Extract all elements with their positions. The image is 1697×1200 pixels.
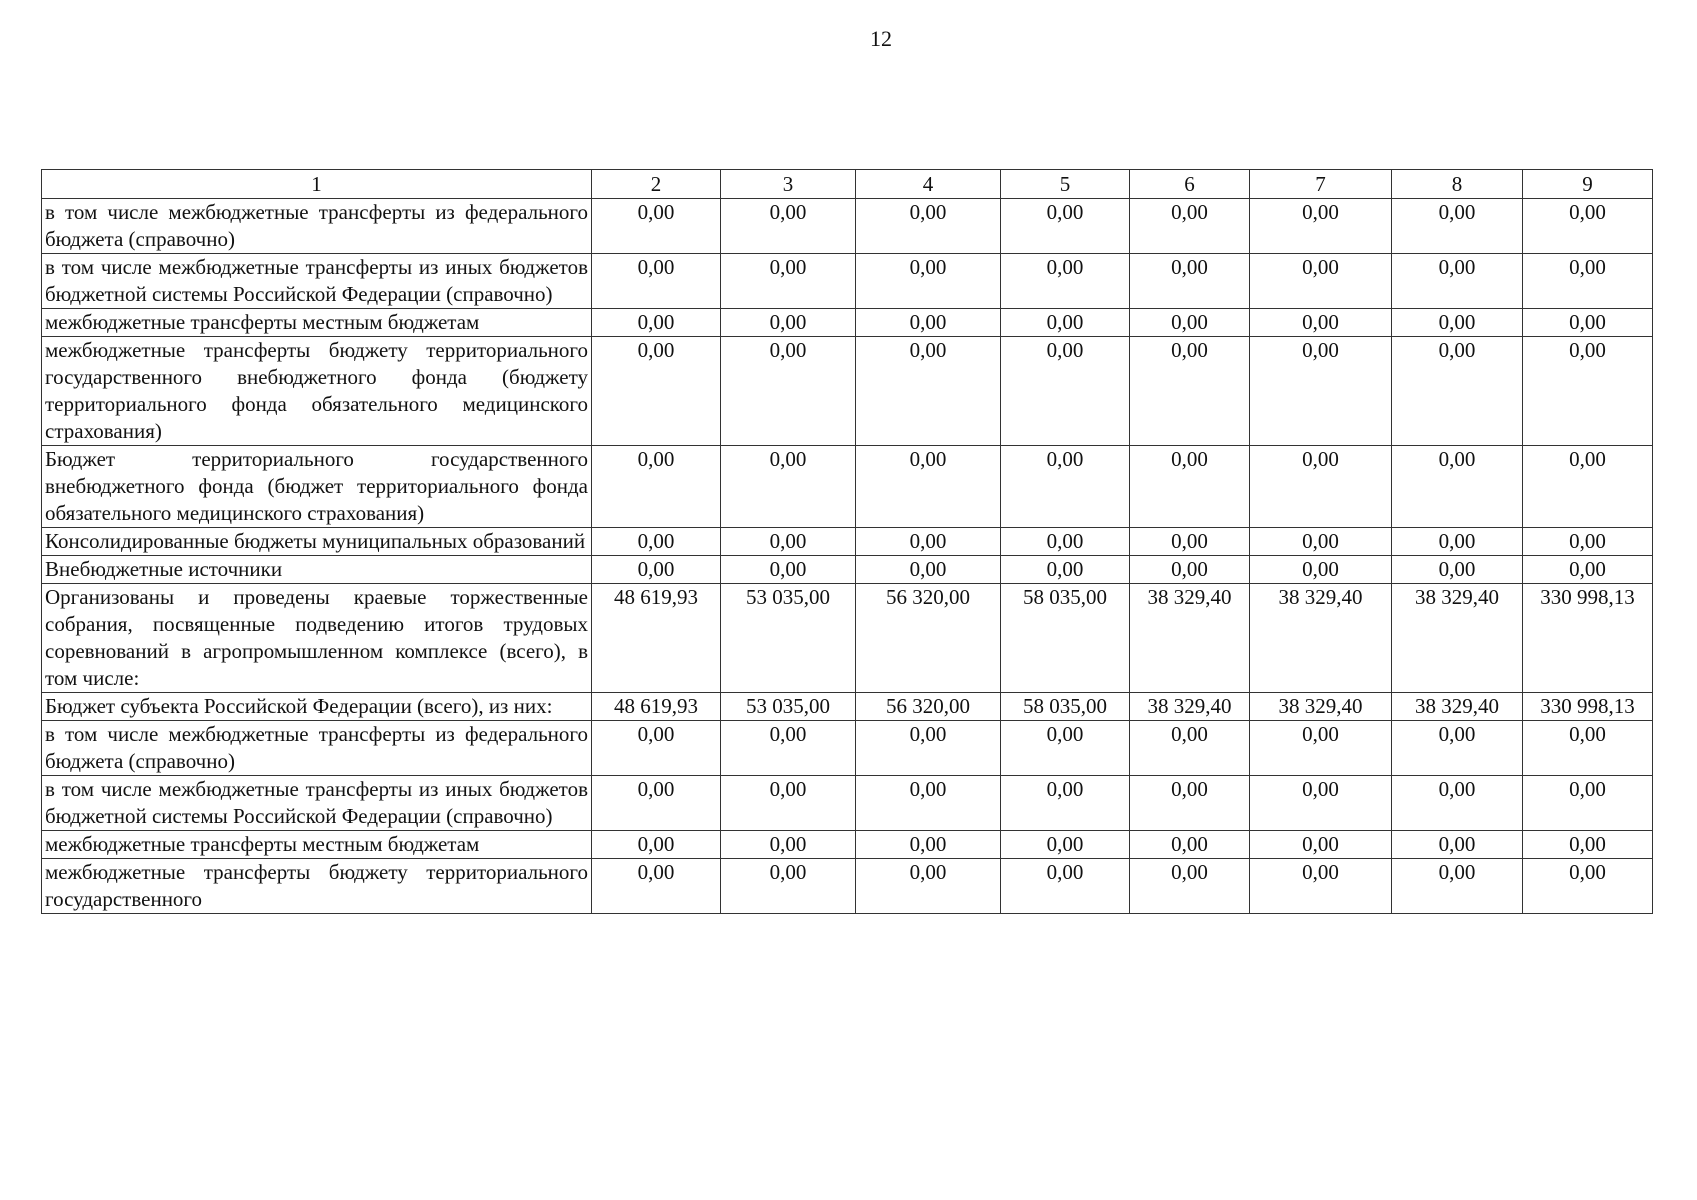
cell-value-col-3: 0,00	[721, 831, 856, 859]
cell-value-col-3: 0,00	[721, 254, 856, 309]
row-label: Организованы и проведены краевые торжественные собрания, посвященные подведению итогов трудовых соревнований в агропромышленном комплексе (всего), в том числе:	[42, 584, 592, 693]
column-header-6: 6	[1130, 170, 1250, 199]
cell-value-col-7: 0,00	[1250, 309, 1392, 337]
cell-value-col-7: 0,00	[1250, 199, 1392, 254]
cell-value-col-8: 0,00	[1392, 556, 1523, 584]
row-label: Консолидированные бюджеты муниципальных образований	[42, 528, 592, 556]
table-row	[42, 254, 1653, 309]
table-row	[42, 584, 1653, 693]
cell-value-col-9: 0,00	[1523, 254, 1653, 309]
cell-value-col-6: 0,00	[1130, 556, 1250, 584]
cell-value-col-2: 0,00	[592, 831, 721, 859]
cell-value-col-3: 0,00	[721, 776, 856, 831]
cell-value-col-2: 0,00	[592, 446, 721, 528]
header-row	[42, 170, 1653, 199]
cell-value-col-3: 0,00	[721, 309, 856, 337]
column-header-7: 7	[1250, 170, 1392, 199]
row-label: межбюджетные трансферты местным бюджетам	[42, 309, 592, 337]
cell-value-col-6: 38 329,40	[1130, 693, 1250, 721]
cell-value-col-5: 0,00	[1001, 199, 1130, 254]
cell-value-col-9: 0,00	[1523, 337, 1653, 446]
cell-value-col-4: 0,00	[856, 721, 1001, 776]
cell-value-col-5: 0,00	[1001, 528, 1130, 556]
row-label: Бюджет территориального государственного внебюджетного фонда (бюджет территориального фонда обязательного медицинского страхования)	[42, 446, 592, 528]
table-row	[42, 831, 1653, 859]
cell-value-col-2: 0,00	[592, 776, 721, 831]
cell-value-col-9: 0,00	[1523, 776, 1653, 831]
cell-value-col-9: 0,00	[1523, 199, 1653, 254]
table-row	[42, 721, 1653, 776]
cell-value-col-8: 0,00	[1392, 776, 1523, 831]
cell-value-col-9: 330 998,13	[1523, 584, 1653, 693]
table-row	[42, 199, 1653, 254]
cell-value-col-4: 0,00	[856, 254, 1001, 309]
cell-value-col-4: 0,00	[856, 776, 1001, 831]
column-header-8: 8	[1392, 170, 1523, 199]
cell-value-col-3: 53 035,00	[721, 693, 856, 721]
cell-value-col-2: 0,00	[592, 556, 721, 584]
cell-value-col-3: 0,00	[721, 199, 856, 254]
cell-value-col-3: 53 035,00	[721, 584, 856, 693]
cell-value-col-3: 0,00	[721, 528, 856, 556]
cell-value-col-7: 0,00	[1250, 831, 1392, 859]
column-header-5: 5	[1001, 170, 1130, 199]
cell-value-col-2: 0,00	[592, 199, 721, 254]
cell-value-col-4: 0,00	[856, 337, 1001, 446]
cell-value-col-5: 0,00	[1001, 859, 1130, 914]
cell-value-col-5: 0,00	[1001, 337, 1130, 446]
cell-value-col-8: 0,00	[1392, 831, 1523, 859]
cell-value-col-3: 0,00	[721, 446, 856, 528]
cell-value-col-8: 0,00	[1392, 337, 1523, 446]
cell-value-col-4: 0,00	[856, 556, 1001, 584]
cell-value-col-5: 0,00	[1001, 446, 1130, 528]
cell-value-col-7: 38 329,40	[1250, 584, 1392, 693]
cell-value-col-9: 0,00	[1523, 556, 1653, 584]
cell-value-col-4: 56 320,00	[856, 584, 1001, 693]
table-row	[42, 446, 1653, 528]
cell-value-col-6: 0,00	[1130, 721, 1250, 776]
cell-value-col-2: 0,00	[592, 309, 721, 337]
cell-value-col-8: 0,00	[1392, 199, 1523, 254]
table-row	[42, 309, 1653, 337]
table-row	[42, 693, 1653, 721]
table-body	[42, 199, 1653, 914]
cell-value-col-8: 0,00	[1392, 528, 1523, 556]
cell-value-col-4: 0,00	[856, 528, 1001, 556]
table-row	[42, 556, 1653, 584]
cell-value-col-2: 48 619,93	[592, 584, 721, 693]
cell-value-col-6: 0,00	[1130, 309, 1250, 337]
cell-value-col-4: 56 320,00	[856, 693, 1001, 721]
cell-value-col-6: 0,00	[1130, 859, 1250, 914]
column-header-1: 1	[42, 170, 592, 199]
row-label: Внебюджетные источники	[42, 556, 592, 584]
row-label: межбюджетные трансферты бюджету территориального государственного внебюджетного фонда (бюджету территориального фонда обязательного медицинского страхования)	[42, 337, 592, 446]
cell-value-col-5: 0,00	[1001, 556, 1130, 584]
cell-value-col-9: 0,00	[1523, 446, 1653, 528]
cell-value-col-5: 58 035,00	[1001, 693, 1130, 721]
cell-value-col-8: 38 329,40	[1392, 584, 1523, 693]
cell-value-col-3: 0,00	[721, 556, 856, 584]
table-row	[42, 776, 1653, 831]
cell-value-col-2: 0,00	[592, 337, 721, 446]
cell-value-col-4: 0,00	[856, 446, 1001, 528]
table-row	[42, 337, 1653, 446]
cell-value-col-7: 0,00	[1250, 446, 1392, 528]
cell-value-col-9: 0,00	[1523, 859, 1653, 914]
cell-value-col-7: 0,00	[1250, 528, 1392, 556]
row-label: в том числе межбюджетные трансферты из федерального бюджета (справочно)	[42, 721, 592, 776]
cell-value-col-7: 38 329,40	[1250, 693, 1392, 721]
cell-value-col-9: 0,00	[1523, 528, 1653, 556]
row-label: в том числе межбюджетные трансферты из иных бюджетов бюджетной системы Российской Федерации (справочно)	[42, 776, 592, 831]
column-header-2: 2	[592, 170, 721, 199]
cell-value-col-7: 0,00	[1250, 776, 1392, 831]
cell-value-col-7: 0,00	[1250, 859, 1392, 914]
cell-value-col-9: 330 998,13	[1523, 693, 1653, 721]
cell-value-col-4: 0,00	[856, 309, 1001, 337]
column-header-9: 9	[1523, 170, 1653, 199]
cell-value-col-3: 0,00	[721, 859, 856, 914]
cell-value-col-3: 0,00	[721, 721, 856, 776]
cell-value-col-7: 0,00	[1250, 721, 1392, 776]
table-row	[42, 859, 1653, 914]
cell-value-col-8: 0,00	[1392, 446, 1523, 528]
cell-value-col-6: 38 329,40	[1130, 584, 1250, 693]
cell-value-col-2: 0,00	[592, 254, 721, 309]
cell-value-col-9: 0,00	[1523, 309, 1653, 337]
cell-value-col-2: 0,00	[592, 528, 721, 556]
cell-value-col-8: 0,00	[1392, 721, 1523, 776]
cell-value-col-3: 0,00	[721, 337, 856, 446]
row-label: межбюджетные трансферты бюджету территориального государственного	[42, 859, 592, 914]
cell-value-col-4: 0,00	[856, 831, 1001, 859]
cell-value-col-8: 0,00	[1392, 254, 1523, 309]
cell-value-col-6: 0,00	[1130, 528, 1250, 556]
cell-value-col-7: 0,00	[1250, 254, 1392, 309]
cell-value-col-7: 0,00	[1250, 556, 1392, 584]
cell-value-col-9: 0,00	[1523, 721, 1653, 776]
cell-value-col-5: 0,00	[1001, 254, 1130, 309]
cell-value-col-2: 48 619,93	[592, 693, 721, 721]
cell-value-col-7: 0,00	[1250, 337, 1392, 446]
cell-value-col-6: 0,00	[1130, 337, 1250, 446]
cell-value-col-5: 58 035,00	[1001, 584, 1130, 693]
cell-value-col-8: 0,00	[1392, 859, 1523, 914]
row-label: в том числе межбюджетные трансферты из федерального бюджета (справочно)	[42, 199, 592, 254]
cell-value-col-5: 0,00	[1001, 309, 1130, 337]
cell-value-col-4: 0,00	[856, 859, 1001, 914]
cell-value-col-2: 0,00	[592, 721, 721, 776]
cell-value-col-6: 0,00	[1130, 831, 1250, 859]
column-header-3: 3	[721, 170, 856, 199]
column-header-4: 4	[856, 170, 1001, 199]
row-label: в том числе межбюджетные трансферты из иных бюджетов бюджетной системы Российской Федерации (справочно)	[42, 254, 592, 309]
cell-value-col-6: 0,00	[1130, 199, 1250, 254]
cell-value-col-8: 38 329,40	[1392, 693, 1523, 721]
cell-value-col-2: 0,00	[592, 859, 721, 914]
table-row	[42, 528, 1653, 556]
cell-value-col-6: 0,00	[1130, 446, 1250, 528]
cell-value-col-6: 0,00	[1130, 254, 1250, 309]
row-label: межбюджетные трансферты местным бюджетам	[42, 831, 592, 859]
cell-value-col-5: 0,00	[1001, 721, 1130, 776]
cell-value-col-5: 0,00	[1001, 776, 1130, 831]
budget-table	[41, 169, 1653, 914]
cell-value-col-4: 0,00	[856, 199, 1001, 254]
cell-value-col-8: 0,00	[1392, 309, 1523, 337]
page-number: 12	[870, 26, 892, 51]
cell-value-col-5: 0,00	[1001, 831, 1130, 859]
row-label: Бюджет субъекта Российской Федерации (всего), из них:	[42, 693, 592, 721]
cell-value-col-6: 0,00	[1130, 776, 1250, 831]
cell-value-col-9: 0,00	[1523, 831, 1653, 859]
